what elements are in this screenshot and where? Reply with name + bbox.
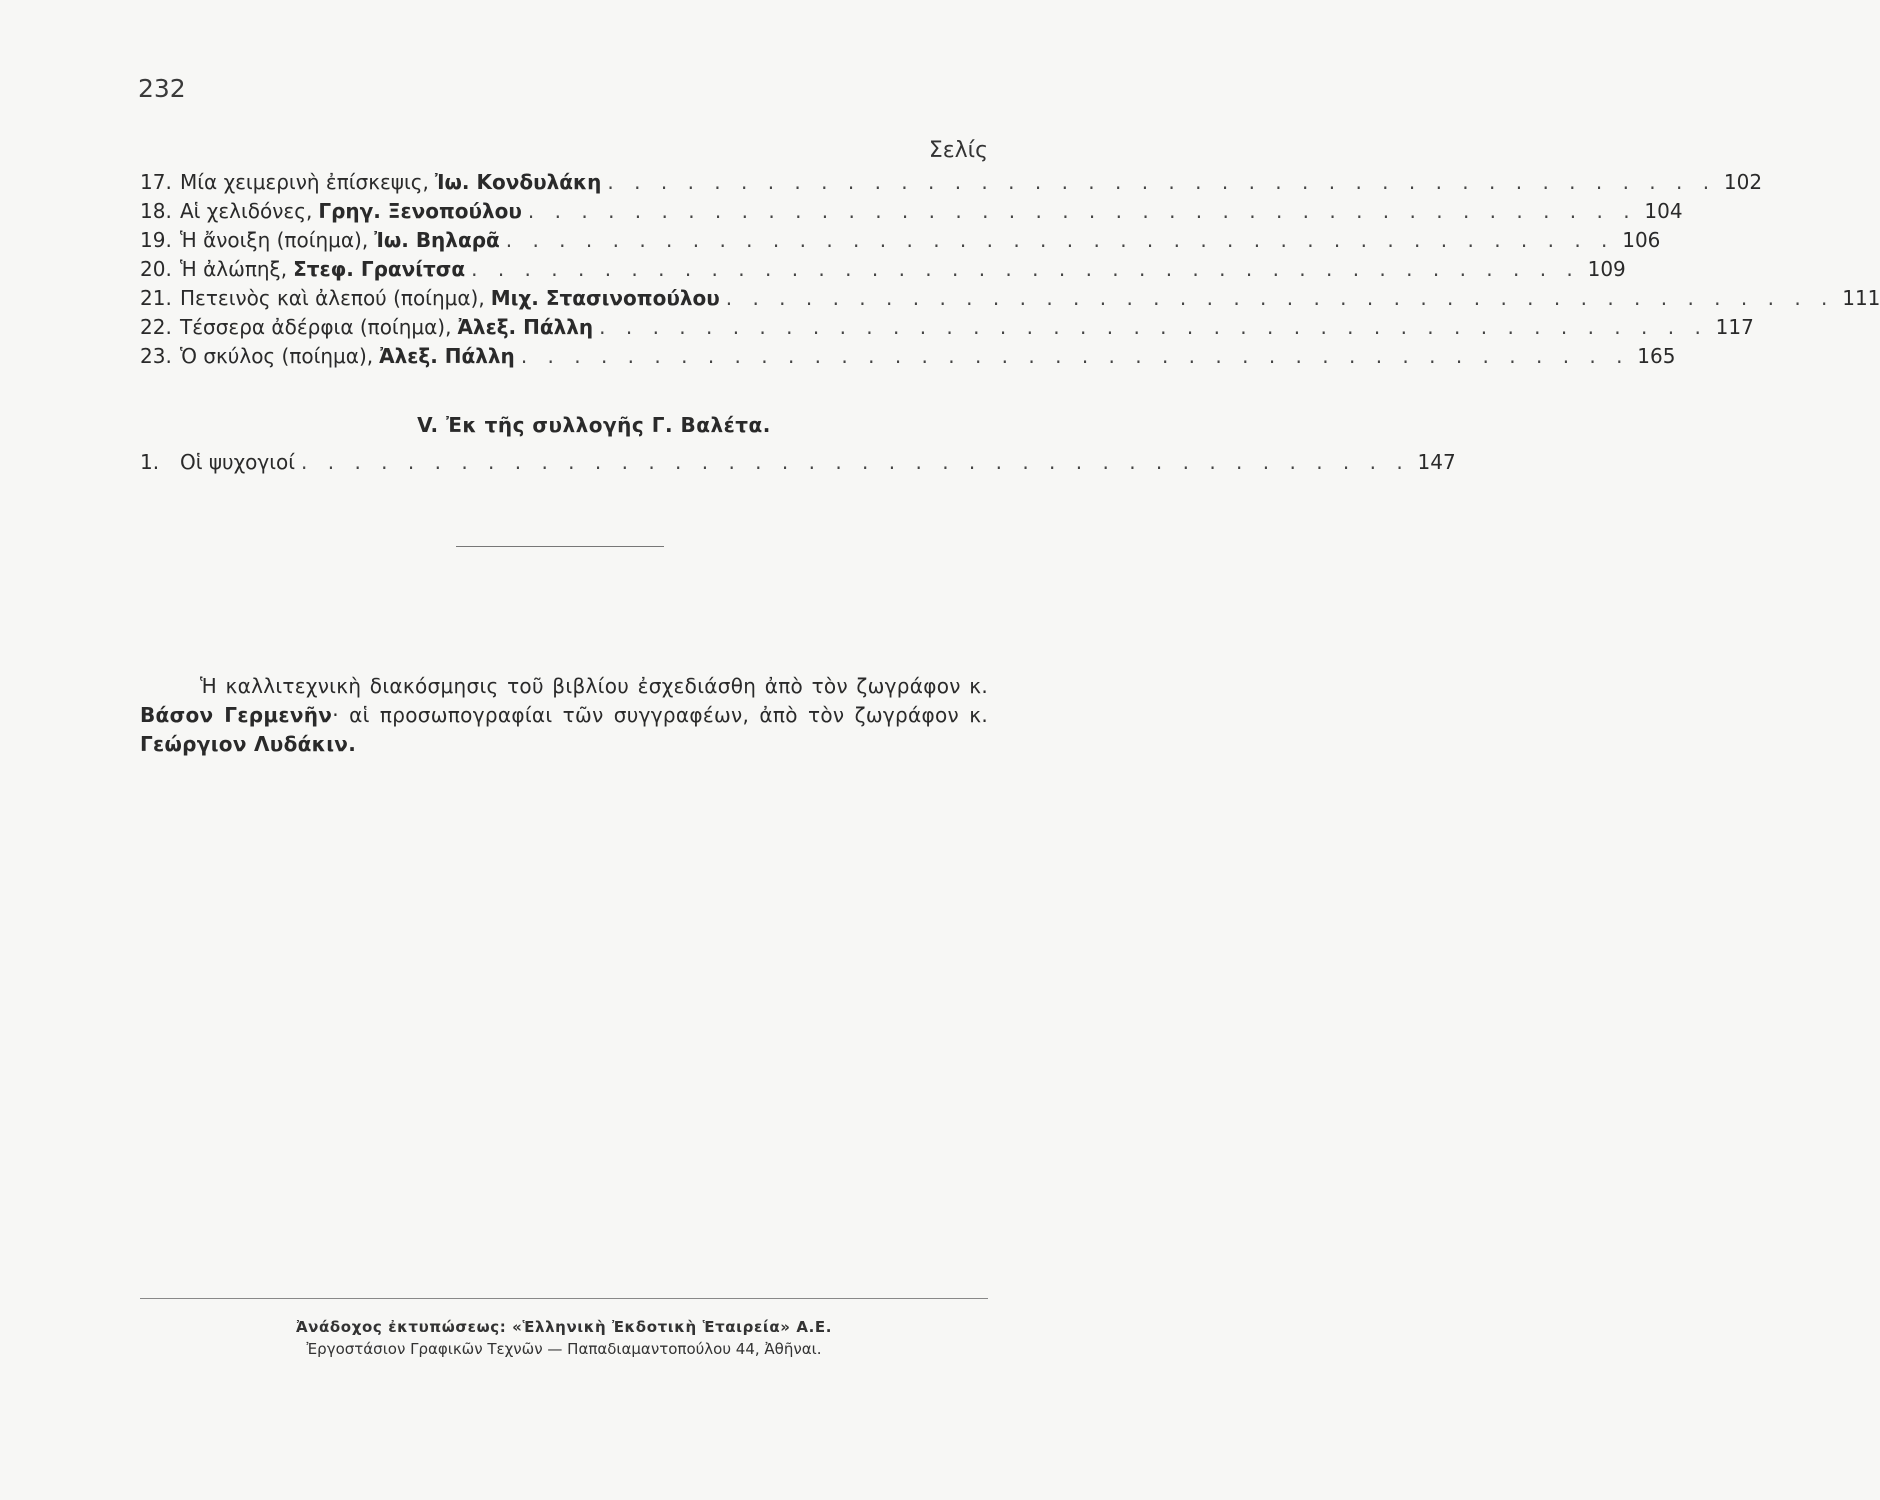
separator-rule xyxy=(456,546,664,547)
entry-page: 104 xyxy=(1644,199,1683,223)
entry-author: Ἀλεξ. Πάλλη xyxy=(379,344,515,368)
credits-text: · αἱ προσωπογραφίαι τῶν συγγραφέων, ἀπὸ τὸν ζωγράφον κ. xyxy=(332,703,988,727)
dot-leader: . . . . . . . . . . . . . . . . . . . . . . . . . . . . . . . . . . . . . . . . . . xyxy=(599,315,1708,339)
entry-title: Ἡ ἄνοιξη (ποίημα), xyxy=(180,228,369,252)
dot-leader: . . . . . . . . . . . . . . . . . . . . . . . . . . . . . . . . . . . . . . . . . . xyxy=(505,228,1615,252)
toc-entry xyxy=(140,226,1661,255)
entry-page: 109 xyxy=(1587,257,1626,281)
entry-title: Τέσσερα ἀδέρφια (ποίημα), xyxy=(180,315,452,339)
dot-leader: . . . . . . . . . . . . . . . . . . . . . . . . . . . . . . . . . . . . . . . . . . xyxy=(607,170,1717,194)
toc-entry xyxy=(140,342,1676,371)
pages-column-heading: Σελίς xyxy=(928,138,988,163)
dot-leader: . . . . . . . . . . . . . . . . . . . . . . . . . . . . . . . . . . . . . . . . . . xyxy=(520,344,1630,368)
entry-number: 17. xyxy=(140,170,172,194)
entry-author: Στεφ. Γρανίτσα xyxy=(293,257,466,281)
entry-author: Γρηγ. Ξενοπούλου xyxy=(318,199,522,223)
toc-entry xyxy=(140,284,1880,313)
entry-title: Αἱ χελιδόνες, xyxy=(180,199,313,223)
printer-imprint xyxy=(140,1316,988,1360)
section-heading: V. Ἐκ τῆς συλλογῆς Γ. Βαλέτα. xyxy=(417,413,771,437)
entry-author: Ἰω. Κονδυλάκη xyxy=(434,170,602,194)
credits-paragraph xyxy=(140,672,988,759)
entry-number: 20. xyxy=(140,257,172,281)
entry-author: Ἰω. Βηλαρᾶ xyxy=(374,228,500,252)
entry-number: 21. xyxy=(140,286,172,310)
entry-title: Πετεινὸς καὶ ἀλεπού (ποίημα), xyxy=(180,286,485,310)
entry-number: 18. xyxy=(140,199,172,223)
entry-author: Ἀλεξ. Πάλλη xyxy=(457,315,594,339)
entry-page: 165 xyxy=(1637,344,1676,368)
entry-page: 102 xyxy=(1723,170,1763,194)
printer-address-line: Ἐργοστάσιον Γραφικῶν Τεχνῶν — Παπαδιαμαντοπούλου 44, Ἀθῆναι. xyxy=(306,1340,822,1358)
footer-rule xyxy=(140,1298,988,1299)
printer-line: Ἀνάδοχος ἐκτυπώσεως: «Ἑλληνικὴ Ἐκδοτικὴ Ἑταιρεία» Α.Ε. xyxy=(295,1318,833,1336)
dot-leader: . . . . . . . . . . . . . . . . . . . . . . . . . . . . . . . . . . . . . . . . . . xyxy=(301,450,1410,474)
credits-text: Ἡ καλλιτεχνικὴ διακόσμησις τοῦ βιβλίου ἐσχεδιάσθη ἀπὸ τὸν ζωγράφον κ. xyxy=(200,674,988,698)
dot-leader: . . . . . . . . . . . . . . . . . . . . . . . . . . . . . . . . . . . . . . . . . . xyxy=(471,257,1580,281)
entry-number: 22. xyxy=(140,315,172,339)
entry-page: 111 xyxy=(1842,286,1880,310)
entry-page: 106 xyxy=(1622,228,1661,252)
entry-number: 19. xyxy=(140,228,172,252)
entry-title: Ὁ σκύλος (ποίημα), xyxy=(180,344,374,368)
toc-entry xyxy=(140,255,1626,284)
entry-page: 147 xyxy=(1417,450,1456,474)
entry-title: Μία χειμερινὴ ἐπίσκεψις, xyxy=(180,170,429,194)
table-of-contents xyxy=(140,134,1880,477)
toc-entry xyxy=(140,448,1456,477)
entry-page: 117 xyxy=(1715,315,1754,339)
dot-leader: . . . . . . . . . . . . . . . . . . . . . . . . . . . . . . . . . . . . . . . . . . xyxy=(527,199,1637,223)
toc-entry xyxy=(140,197,1683,226)
dot-leader: . . . . . . . . . . . . . . . . . . . . . . . . . . . . . . . . . . . . . . . . . . xyxy=(725,286,1835,310)
page-number: 232 xyxy=(138,74,186,103)
toc-entry xyxy=(140,313,1754,342)
portraitist-name: Γεώργιον Λυδάκιν. xyxy=(140,732,357,756)
entry-number: 1. xyxy=(140,450,160,474)
entry-author: Μιχ. Στασινοπούλου xyxy=(490,286,720,310)
entry-title: Οἱ ψυχογιοί xyxy=(180,450,296,474)
toc-entry xyxy=(140,168,1763,197)
entry-number: 23. xyxy=(140,344,172,368)
entry-title: Ἡ ἀλώπηξ, xyxy=(180,257,288,281)
illustrator-name: Βάσον Γερμενῆν xyxy=(140,703,333,727)
